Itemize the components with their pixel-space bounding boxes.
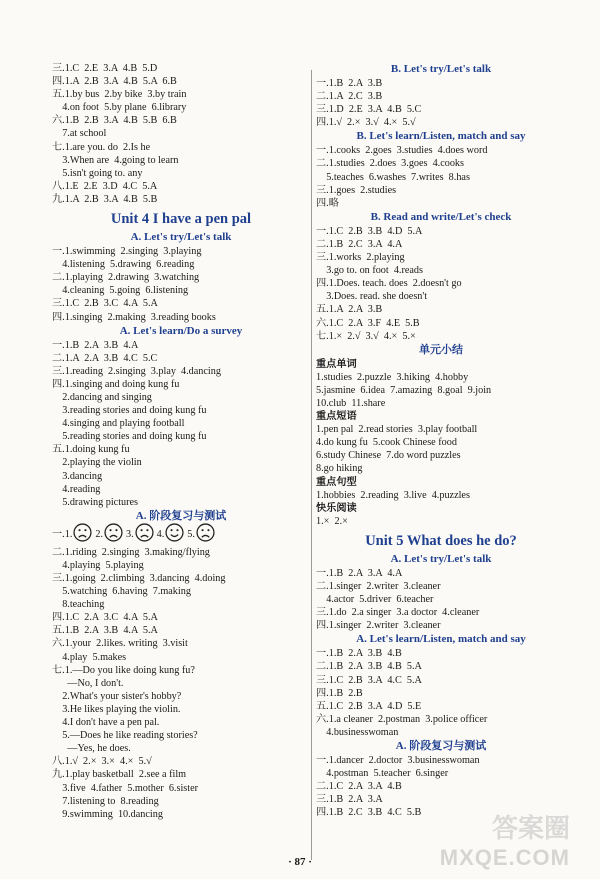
answer-line: 5.reading stories and doing kung fu (52, 431, 207, 443)
answer-line: 3.When are 4.going to learn (52, 154, 179, 166)
answer-line: 二.1.playing 2.drawing 3.watching (52, 272, 200, 284)
answer-line: 五.1.B 2.A 3.B 4.A 5.A (52, 625, 158, 637)
answer-number: 2. (95, 529, 104, 541)
section-heading: A. 阶段复习与测试 (395, 740, 487, 753)
answer-prefix: 一.1. (52, 529, 73, 541)
answer-line: 八.1.√ 2.× 3.× 4.× 5.√ (52, 756, 152, 768)
answer-line: 二.1.singer 2.writer 3.cleaner (316, 581, 441, 592)
happy-face-icon (165, 523, 184, 546)
answer-line: 4.listening 5.drawing 6.reading (52, 259, 195, 271)
answer-line: 五.1.A 2.A 3.B (316, 304, 383, 316)
section-heading: 单元小结 (419, 343, 463, 356)
answer-line: 四.1.singing 2.making 3.reading books (52, 311, 216, 323)
section-heading: A. Let's try/Let's talk (390, 552, 492, 565)
answer-line: —Yes, he does. (52, 743, 131, 755)
answer-line: 七.1.are you. do 2.Is he (52, 141, 151, 153)
answer-line: 9.swimming 10.dancing (52, 808, 163, 820)
subsection-label: 重点句型 (316, 476, 357, 488)
answer-number: 4. (156, 529, 165, 541)
answer-line: 4.I don't have a pen pal. (52, 717, 160, 729)
answer-line: 4.do kung fu 5.cook Chinese food (316, 437, 457, 449)
unit-title: Unit 5 What does he do? (365, 532, 517, 549)
answer-line: 五.1.doing kung fu (52, 444, 130, 456)
section-heading: A. Let's learn/Do a survey (119, 324, 243, 337)
answer-line: 三.1.C 2.B 3.A 4.C 5.A (316, 674, 422, 686)
answer-line: 六.1.a cleaner 2.postman 3.police officer (316, 713, 488, 725)
answer-line: 四.1.singer 2.writer 3.cleaner (316, 620, 441, 632)
answer-line: 8.teaching (52, 599, 105, 611)
answer-line: 3.dancing (52, 470, 103, 482)
answer-line: 4.playing 5.playing (52, 559, 144, 571)
answer-line: 4.on foot 5.by plane 6.library (52, 102, 187, 114)
answer-line: 一.1.B 2.A 3.B (316, 78, 383, 89)
answer-line: 七.1.—Do you like doing kung fu? (52, 664, 195, 676)
answer-line: 二.1.B 2.C 3.A 4.A (316, 238, 403, 250)
section-heading: B. Read and write/Let's check (370, 210, 512, 223)
answer-line: 10.club 11.share (316, 397, 386, 409)
answer-line: 4.singing and playing football (52, 418, 185, 430)
answer-line: 3.reading stories and doing kung fu (52, 405, 207, 417)
answer-line: 五.1.by bus 2.by bike 3.by train (52, 89, 187, 101)
answer-line: 2.What's your sister's hobby? (52, 690, 182, 702)
answer-line: 5.jasmine 6.idea 7.amazing 8.goal 9.join (316, 384, 492, 396)
answer-line: 三.1.goes 2.studies (316, 184, 397, 196)
answer-line: 一.1.cooks 2.goes 3.studies 4.does word (316, 145, 488, 157)
subsection-label: 快乐阅读 (316, 502, 357, 514)
smiley-answer-row (52, 524, 310, 546)
answer-line: 一.1.B 2.A 3.B 4.B (316, 648, 402, 660)
answer-line: 1.hobbies 2.reading 3.live 4.puzzles (316, 489, 470, 501)
answer-line: 四.1.A 2.B 3.A 4.B 5.A 6.B (52, 76, 177, 88)
answer-line: 4.reading (52, 483, 101, 495)
column-divider (311, 70, 312, 860)
answer-line: 四.1.B 2.C 3.B 4.C 5.B (316, 807, 422, 819)
answer-line: 4.cleaning 5.going 6.listening (52, 285, 189, 297)
answer-line: 三.1.do 2.a singer 3.a doctor 4.cleaner (316, 607, 480, 619)
answer-number: 3. (126, 529, 134, 541)
answer-line: 一.1.B 2.A 3.B 4.A (52, 339, 139, 351)
answer-line: 5.watching 6.having 7.making (52, 586, 191, 598)
sad-face-icon (104, 523, 123, 546)
answer-line: 1.pen pal 2.read stories 3.play football (316, 424, 478, 436)
answer-line: 二.1.A 2.A 3.B 4.C 5.C (52, 352, 158, 364)
answer-line: 六.1.C 2.A 3.F 4.E 5.B (316, 317, 420, 329)
answer-line: —No, I don't. (52, 677, 124, 689)
answer-line: 一.1.B 2.A 3.A 4.A (316, 567, 403, 579)
answer-line: 8.go hiking (316, 463, 363, 475)
answer-line: 5.isn't going to. any (52, 167, 143, 179)
unit-title: Unit 4 I have a pen pal (110, 211, 252, 228)
right-column (316, 62, 566, 820)
answer-line: 九.1.play basketball 2.see a film (52, 769, 187, 781)
sad-face-icon (135, 523, 154, 546)
answer-line: 三.1.B 2.A 3.A (316, 794, 383, 806)
answer-line: 4.play 5.makes (52, 651, 127, 663)
answer-line: 二.1.riding 2.singing 3.making/flying (52, 546, 210, 558)
answer-line: 3.Does. read. she doesn't (316, 291, 428, 303)
page-number: · 87 · (288, 856, 312, 868)
answer-number: 5. (187, 529, 195, 541)
answer-line: 6.study Chinese 7.do word puzzles (316, 450, 461, 462)
subsection-label: 重点单词 (316, 358, 357, 370)
answer-line: 7.at school (52, 128, 107, 140)
section-heading: A. Let's try/Let's talk (130, 231, 232, 244)
answer-line: 八.1.E 2.E 3.D 4.C 5.A (52, 180, 158, 192)
answer-line: 五.1.C 2.B 3.A 4.D 5.E (316, 700, 422, 712)
answer-line: 4.postman 5.teacher 6.singer (316, 768, 449, 780)
answer-line: 二.1.studies 2.does 3.goes 4.cooks (316, 158, 464, 170)
section-heading: A. Let's learn/Listen, match and say (356, 633, 526, 646)
answer-line: 1.studies 2.puzzle 3.hiking 4.hobby (316, 371, 469, 383)
answer-line: 1.× 2.× (316, 515, 348, 527)
subsection-label: 重点短语 (316, 411, 357, 423)
answer-line: 四.1.√ 2.× 3.√ 4.× 5.√ (316, 117, 416, 129)
left-column (52, 62, 310, 821)
answer-line: 二.1.A 2.C 3.B (316, 91, 383, 103)
answer-line: 2.dancing and singing (52, 391, 152, 403)
section-heading: A. 阶段复习与测试 (135, 509, 227, 522)
answer-line: 四.1.B 2.B (316, 687, 363, 699)
answer-line: 四.1.singing and doing kung fu (52, 378, 180, 390)
answer-line: 7.listening to 8.reading (52, 795, 159, 807)
answer-line: 3.go to. on foot 4.reads (316, 265, 423, 277)
answer-line: 5.drawing pictures (52, 496, 139, 508)
answer-line: 三.1.D 2.E 3.A 4.B 5.C (316, 104, 422, 116)
answer-line: 七.1.× 2.√ 3.√ 4.× 5.× (316, 330, 416, 342)
answer-line: 一.1.swimming 2.singing 3.playing (52, 246, 202, 258)
answer-line: 六.1.B 2.B 3.A 4.B 5.B 6.B (52, 115, 177, 127)
sad-face-icon (196, 523, 215, 546)
answer-line: 三.1.going 2.climbing 3.dancing 4.doing (52, 573, 226, 584)
answer-line: 3.five 4.father 5.mother 6.sister (52, 782, 198, 794)
answer-line: 四.1.C 2.A 3.C 4.A 5.A (52, 612, 158, 624)
section-heading: B. Let's try/Let's talk (390, 63, 492, 75)
answer-line: 一.1.C 2.B 3.B 4.D 5.A (316, 225, 423, 237)
watermark-url: MXQE.COM (439, 845, 570, 870)
watermark-logo-text: 答案圈 (491, 813, 570, 843)
answer-line: 5.teaches 6.washes 7.writes 8.has (316, 171, 470, 183)
answer-line: 4.businesswoman (316, 726, 399, 738)
answer-line: 三.1.C 2.B 3.C 4.A 5.A (52, 298, 158, 310)
answer-line: 一.1.dancer 2.doctor 3.businesswoman (316, 755, 480, 767)
answer-line: 三.1.works 2.playing (316, 252, 405, 264)
sad-face-icon (73, 523, 92, 546)
answer-line: 三.1.reading 2.singing 3.play 4.dancing (52, 365, 221, 377)
answer-line: 3.He likes playing the violin. (52, 703, 181, 715)
answer-line: 二.1.C 2.A 3.A 4.B (316, 781, 402, 793)
answer-line: 2.playing the violin (52, 457, 142, 469)
answer-line: 四.1.Does. teach. does 2.doesn't go (316, 278, 462, 290)
answer-line: 5.—Does he like reading stories? (52, 730, 198, 742)
answer-line: 四.略 (316, 197, 339, 209)
answer-line: 三.1.C 2.E 3.A 4.B 5.D (52, 63, 158, 74)
answer-line: 九.1.A 2.B 3.A 4.B 5.B (52, 193, 158, 205)
answer-line: 4.actor 5.driver 6.teacher (316, 594, 434, 606)
answer-line: 二.1.B 2.A 3.B 4.B 5.A (316, 661, 422, 673)
answer-line: 六.1.your 2.likes. writing 3.visit (52, 638, 188, 650)
section-heading: B. Let's learn/Listen, match and say (356, 130, 526, 143)
